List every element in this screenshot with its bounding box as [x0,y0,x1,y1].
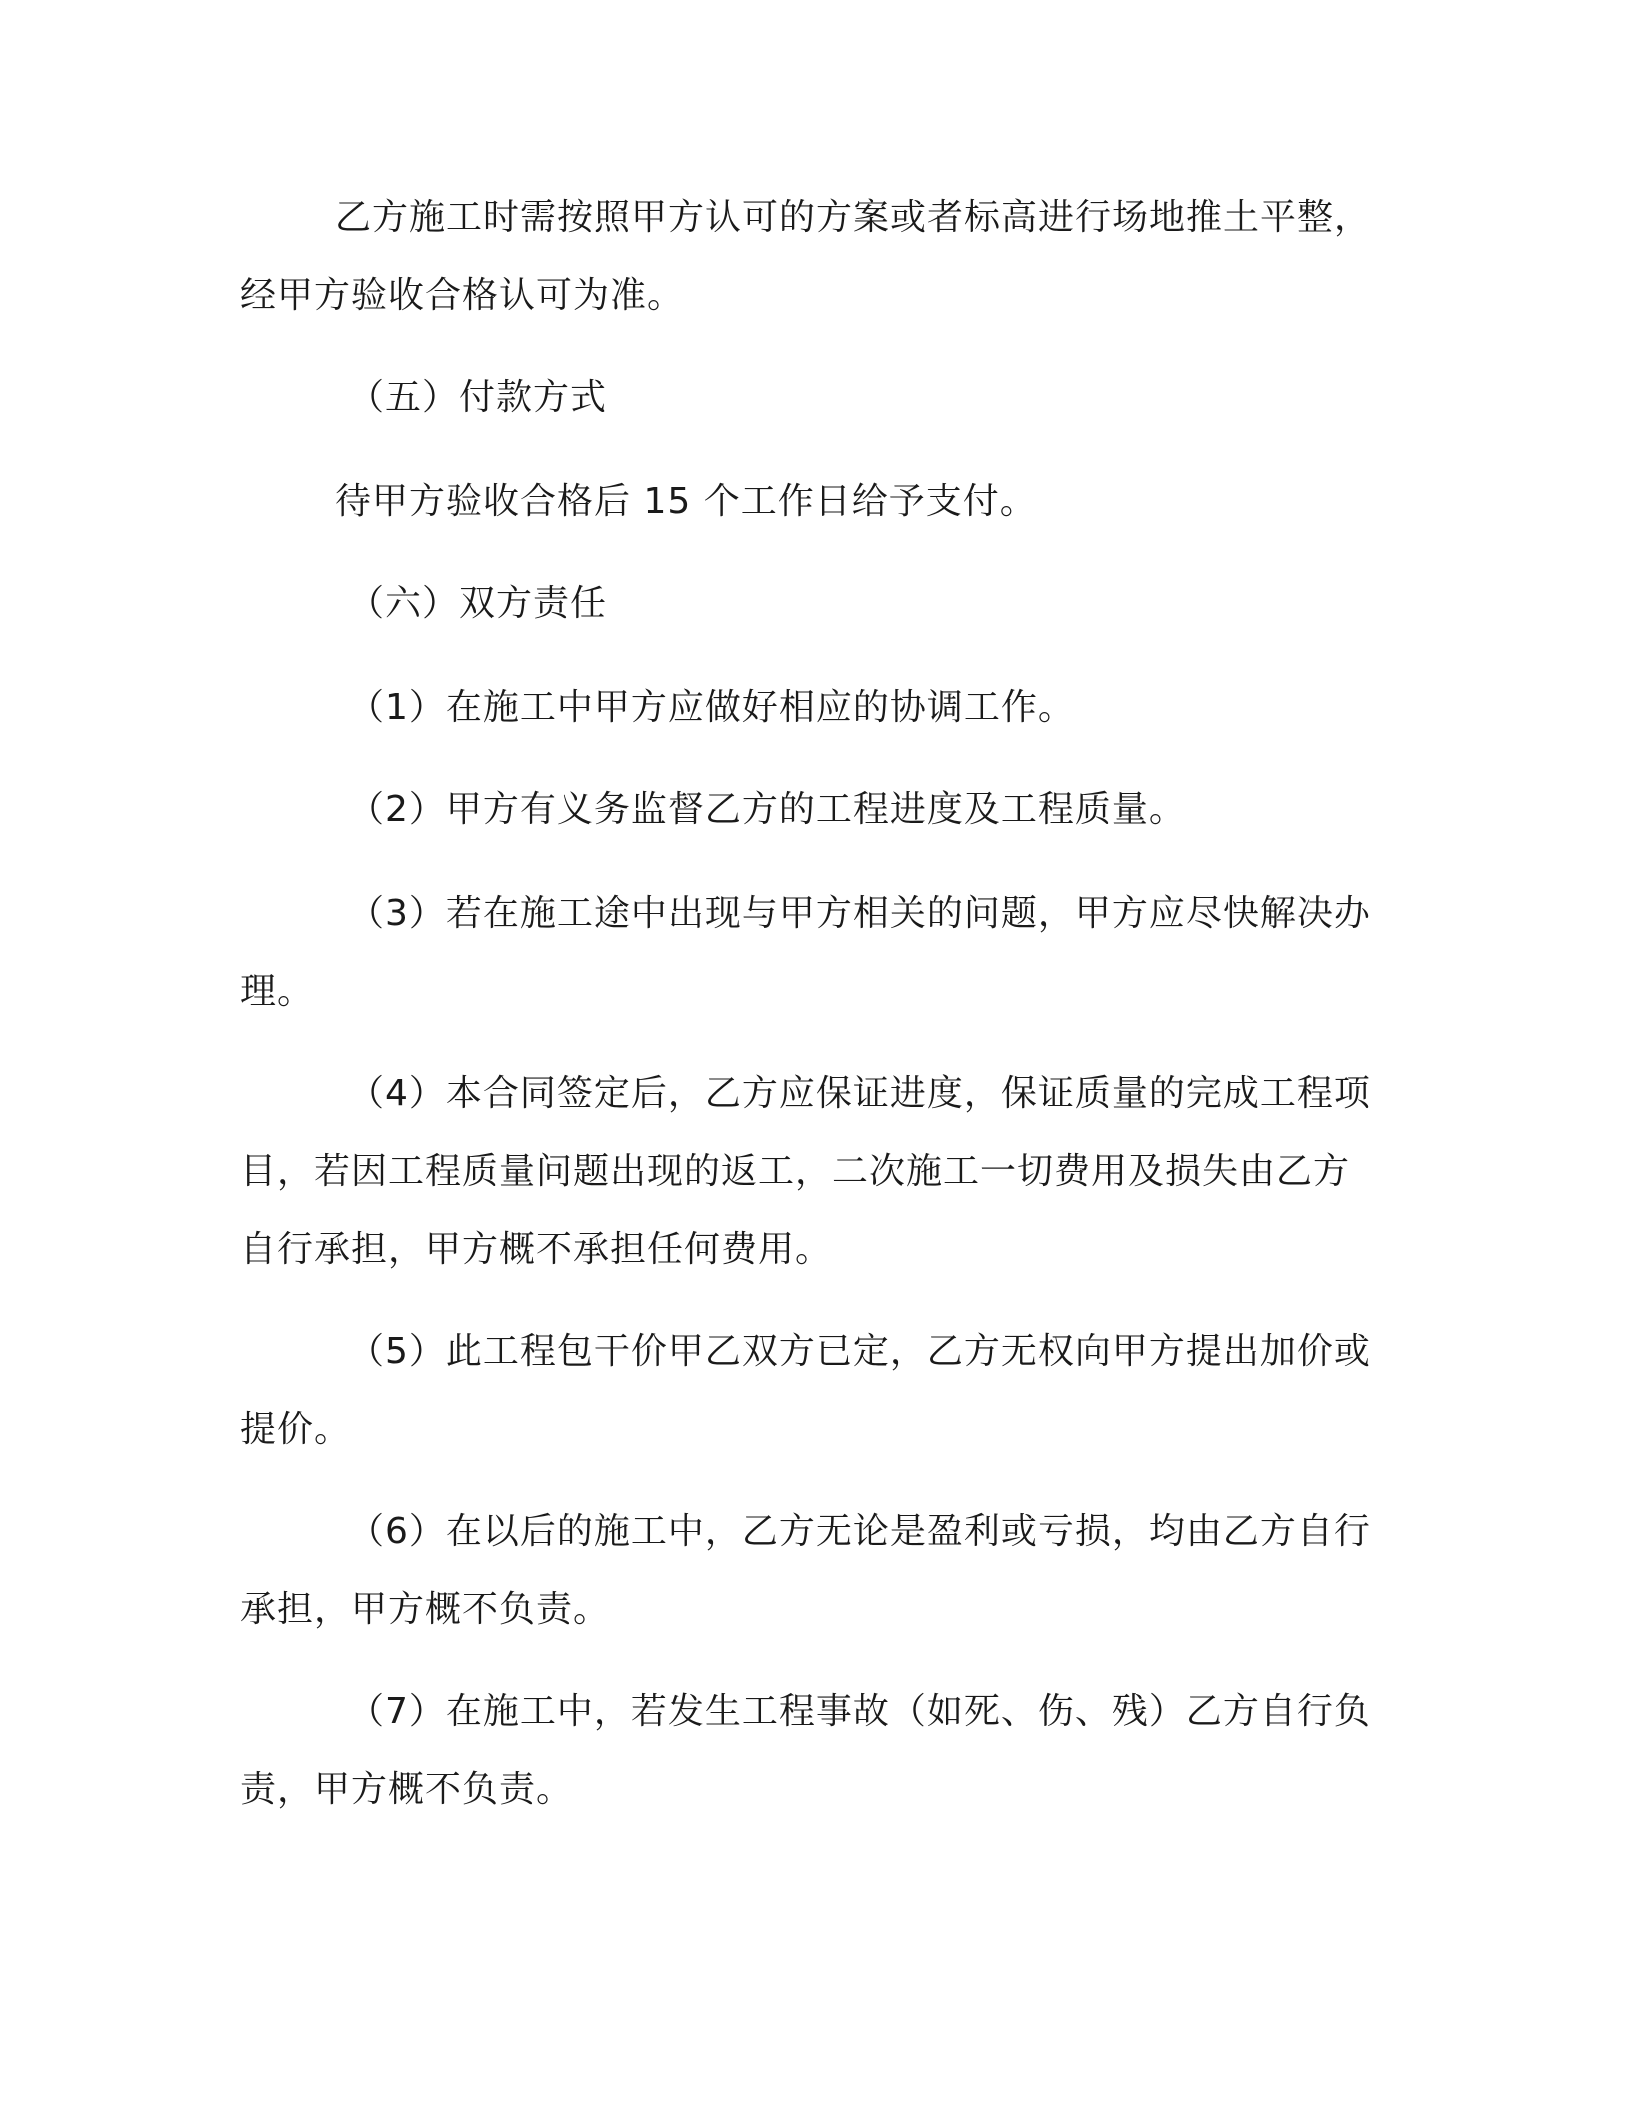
clause-4-line-1: （4）本合同签定后，乙方应保证进度，保证质量的完成工程项 [348,1073,1371,1114]
clause-3-line-1: （3）若在施工途中出现与甲方相关的问题，甲方应尽快解决办 [348,893,1371,934]
clause-1: （1）在施工中甲方应做好相应的协调工作。 [348,687,1075,728]
clause-4-line-2: 目，若因工程质量问题出现的返工，二次施工一切费用及损失由乙方 [240,1151,1351,1192]
clause-5-line-1: （5）此工程包干价甲乙双方已定，乙方无权向甲方提出加价或 [348,1331,1371,1372]
paragraph-line: 乙方施工时需按照甲方认可的方案或者标高进行场地推土平整， [335,197,1372,238]
paragraph-line: 待甲方验收合格后 15 个工作日给予支付。 [335,481,1037,522]
clause-6-line-1: （6）在以后的施工中，乙方无论是盈利或亏损，均由乙方自行 [348,1511,1371,1552]
clause-7-line-1: （7）在施工中，若发生工程事故（如死、伤、残）乙方自行负 [348,1691,1371,1732]
clause-7-line-2: 责，甲方概不负责。 [240,1769,574,1810]
clause-2: （2）甲方有义务监督乙方的工程进度及工程质量。 [348,789,1186,830]
clause-3-line-2: 理。 [240,971,315,1012]
section-heading-responsibilities: （六）双方责任 [348,583,608,624]
paragraph-line: 经甲方验收合格认可为准。 [240,275,685,316]
clause-4-line-3: 自行承担，甲方概不承担任何费用。 [240,1229,833,1270]
clause-6-line-2: 承担，甲方概不负责。 [240,1589,611,1630]
clause-5-line-2: 提价。 [240,1409,352,1450]
section-heading-payment: （五）付款方式 [348,377,608,418]
